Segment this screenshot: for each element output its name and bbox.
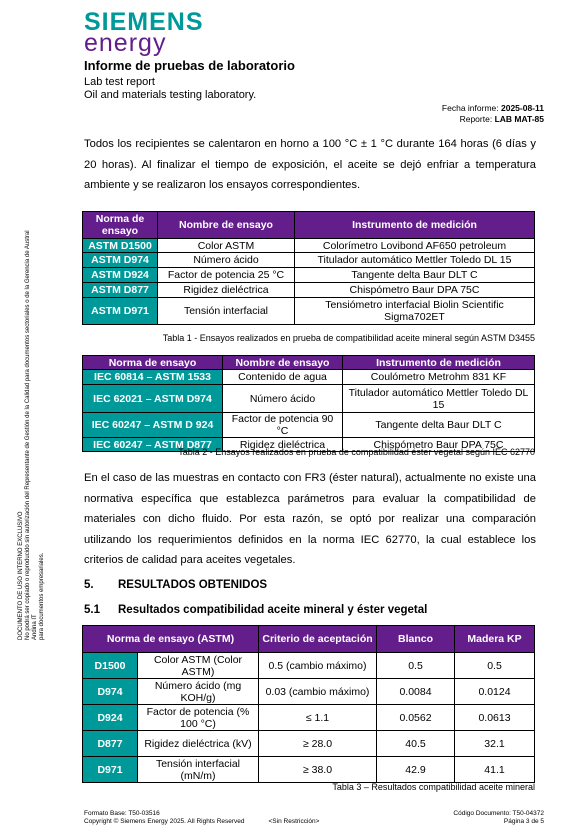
footer-page: Página 3 de 5 (503, 818, 544, 825)
table3-caption: Tabla 3 – Resultados compatibilidad aceite mineral (332, 782, 535, 792)
table2-cell: IEC 60247 – ASTM D877 (83, 438, 223, 452)
table3-cell: 32.1 (455, 731, 535, 757)
table1-cell: ASTM D877 (83, 283, 158, 298)
table-row (83, 283, 535, 298)
table3-cell: D1500 (83, 653, 138, 679)
intro-paragraph: Todos los recipientes se calentaron en horno a 100 °C ± 1 °C durante 164 horas (6 días y 20 horas). Al finalizar el tiempo de exposición, el aceite se dejó enfriar a temperatura ambiente y se realizaron los ensayos correspondientes. (84, 138, 536, 191)
table3-cell: Factor de potencia (% 100 °C) (138, 705, 259, 731)
table2-cell: IEC 60247 – ASTM D 924 (83, 413, 223, 438)
table3-cell: 41.1 (455, 757, 535, 783)
table-row (83, 757, 535, 783)
table3-cell: ≤ 1.1 (259, 705, 377, 731)
table2-cell: Titulador automático Mettler Toledo DL 15 (343, 385, 535, 413)
table1-header-nombre: Nombre de ensayo (158, 212, 295, 239)
table-1 (82, 211, 535, 325)
table1-cell: Tangente delta Baur DLT C (295, 268, 535, 283)
logo-energy: energy (84, 29, 167, 57)
table3-cell: 42.9 (377, 757, 455, 783)
table1-cell: ASTM D974 (83, 253, 158, 268)
table1-cell: Color ASTM (158, 239, 295, 253)
table-2 (82, 355, 535, 452)
table2-cell: Factor de potencia 90 °C (223, 413, 343, 438)
table3-cell: D877 (83, 731, 138, 757)
table-row (83, 679, 535, 705)
report-number (460, 114, 544, 124)
table1-header-norma: Norma de ensayo (83, 212, 158, 239)
table-row (83, 253, 535, 268)
table2-caption: Tabla 2 - Ensayos realizados en prueba de compatibilidad éster vegetal según IEC 62770 (178, 447, 535, 457)
table-row (83, 239, 535, 253)
table1-caption: Tabla 1 - Ensayos realizados en prueba de compatibilidad aceite mineral según ASTM D3455 (162, 333, 535, 343)
table1-cell: ASTM D924 (83, 268, 158, 283)
table3-cell: 0.5 (377, 653, 455, 679)
table1-cell: Chispómetro Baur DPA 75C (295, 283, 535, 298)
table3-cell: 0.0562 (377, 705, 455, 731)
report-number-label: Reporte: (459, 114, 495, 124)
logo-siemens: SIEMENS (84, 8, 204, 36)
footer-right (453, 810, 544, 826)
table2-cell: IEC 62021 – ASTM D974 (83, 385, 223, 413)
footer-copyright: Copyright © Siemens Energy 2025. All Rights Reserved (84, 818, 245, 825)
report-date-value: 2025-08-11 (500, 103, 544, 113)
section-5-1-num: 5.1 (84, 604, 100, 616)
report-date-label: Fecha informe: (441, 103, 501, 113)
table3-cell: 0.0084 (377, 679, 455, 705)
table-row (83, 705, 535, 731)
table2-cell: Chispómetro Baur DPA 75C (343, 438, 535, 452)
section-5-title: RESULTADOS OBTENIDOS (118, 579, 268, 591)
table-row (83, 298, 535, 325)
side-note-line-1: DOCUMENTO DE USO INTERNO EXCLUSIVO (18, 511, 24, 640)
table1-cell: Colorímetro Lovibond AF650 petroleum (295, 239, 535, 253)
table1-cell: ASTM D1500 (83, 239, 158, 253)
table3-cell: 0.5 (455, 653, 535, 679)
table3-cell: D974 (83, 679, 138, 705)
table2-cell: Contenido de agua (223, 370, 343, 385)
table3-cell: Tensión interfacial (mN/m) (138, 757, 259, 783)
table2-header-norma: Norma de ensayo (83, 356, 223, 370)
table2-cell: Rigidez dieléctrica (223, 438, 343, 452)
footer-doc-code: Código Documento: T50-04372 (453, 810, 544, 817)
subtitle-line-1: Lab test report (84, 76, 155, 88)
table1-cell: ASTM D971 (83, 298, 158, 325)
table-row (83, 370, 535, 385)
report-subtitle (84, 76, 256, 102)
table3-cell: ≥ 38.0 (259, 757, 377, 783)
fr3-paragraph: En el caso de las muestras en contacto con FR3 (éster natural), actualmente no existe una normativa específica que establezca parámetros para evaluar la compatibilidad de materiales con dicho fluido. Por esta razón, se optó por realizar una comparación utilizando los requerimientos definidos en la norma IEC 62770, la cual establece los criterios de calidad para aceites vegetales. (84, 472, 536, 566)
report-number-value: LAB MAT-85 (494, 114, 544, 124)
table1-cell: Rigidez dieléctrica (158, 283, 295, 298)
table-3 (82, 625, 535, 783)
table-row (83, 385, 535, 413)
side-note-line-3: para documentos empresariales. (39, 552, 45, 640)
table3-header-criterio: Criterio de aceptación (259, 626, 377, 653)
table1-cell: Tensiómetro interfacial Biolin Scientific Sigma702ET (295, 298, 535, 325)
table3-cell: Rigidez dieléctrica (kV) (138, 731, 259, 757)
report-date (442, 103, 544, 113)
table3-cell: Número ácido (mg KOH/g) (138, 679, 259, 705)
side-note-line-2: No podrá ser copiado o reproducido sin autorización del Representante de Gestión de la Calidad para documentos sectoriales o de la Gerencia de Austral Andina IT (25, 230, 38, 640)
table-row (83, 413, 535, 438)
table1-cell: Número ácido (158, 253, 295, 268)
table3-header-norma: Norma de ensayo (ASTM) (83, 626, 259, 653)
table1-cell: Factor de potencia 25 °C (158, 268, 295, 283)
table3-cell: 0.0124 (455, 679, 535, 705)
table2-cell: Tangente delta Baur DLT C (343, 413, 535, 438)
table2-header-nombre: Nombre de ensayo (223, 356, 343, 370)
table3-cell: D924 (83, 705, 138, 731)
table-row (83, 268, 535, 283)
table-row (83, 653, 535, 679)
table3-cell: 0.0613 (455, 705, 535, 731)
footer-restriction: <Sin Restricción> (268, 818, 320, 825)
section-5-num: 5. (84, 579, 94, 591)
subtitle-line-2: Oil and materials testing laboratory. (84, 89, 257, 101)
table-row (83, 731, 535, 757)
table3-cell: 0.5 (cambio máximo) (259, 653, 377, 679)
section-5-1-title: Resultados compatibilidad aceite mineral y éster vegetal (118, 604, 428, 616)
table2-cell: Coulómetro Metrohm 831 KF (343, 370, 535, 385)
table1-header-instrumento: Instrumento de medición (295, 212, 535, 239)
table3-cell: Color ASTM (Color ASTM) (138, 653, 259, 679)
table3-cell: ≥ 28.0 (259, 731, 377, 757)
table2-header-instrumento: Instrumento de medición (343, 356, 535, 370)
table3-cell: 0.03 (cambio máximo) (259, 679, 377, 705)
table2-cell: IEC 60814 – ASTM 1533 (83, 370, 223, 385)
table1-cell: Titulador automático Mettler Toledo DL 15 (295, 253, 535, 268)
side-note (18, 220, 46, 640)
table3-cell: 40.5 (377, 731, 455, 757)
report-title: Informe de pruebas de laboratorio (84, 58, 295, 73)
table1-cell: Tensión interfacial (158, 298, 295, 325)
table3-header-madera: Madera KP (455, 626, 535, 653)
footer-format: Formato Base: T50-03516 (84, 810, 160, 817)
table3-header-blanco: Blanco (377, 626, 455, 653)
table2-cell: Número ácido (223, 385, 343, 413)
table3-cell: D971 (83, 757, 138, 783)
